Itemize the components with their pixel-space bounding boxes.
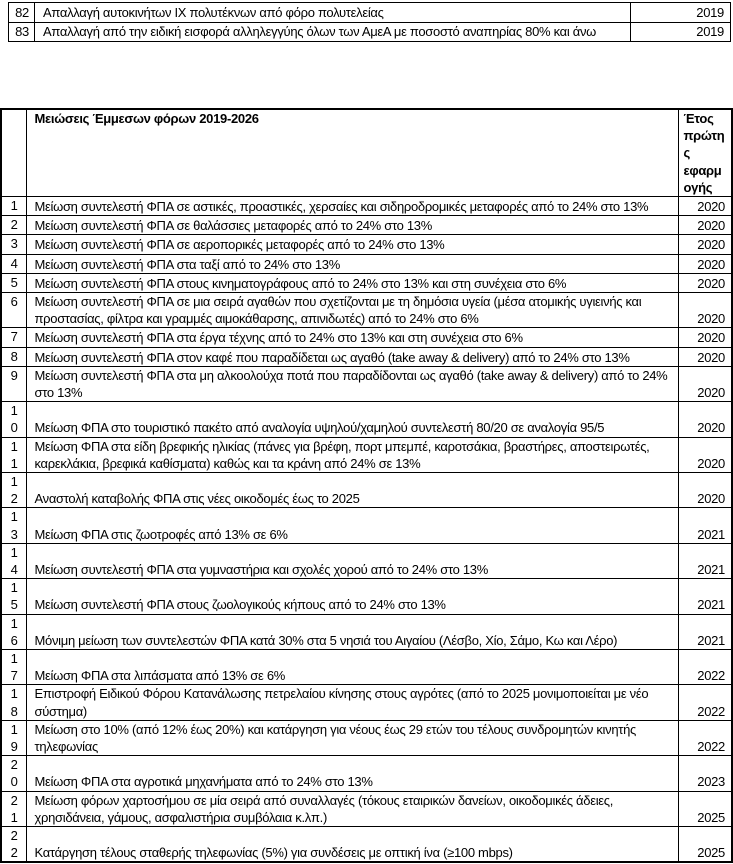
table-row: [1, 437, 732, 472]
row-description: Μείωση στο 10% (από 12% έως 20%) και κατάργηση για νέους έως 29 ετών του τέλους συνδρομητών κινητής τηλεφωνίας: [26, 720, 678, 755]
table-row: [1, 197, 732, 216]
row-year: 2020: [678, 254, 732, 273]
row-description: Μείωση συντελεστή ΦΠΑ στους κινηματογράφους από το 24% στο 13% και στη συνέχεια στο 6%: [26, 273, 678, 292]
row-year: 2022: [678, 685, 732, 720]
row-description: Μείωση συντελεστή ΦΠΑ σε μια σειρά αγαθών που σχετίζονται με τη δημόσια υγεία (μέσα ατομικής υγιεινής και προστασίας, φίλτρα και γραμμές αιμοκάθαρσης, απινιδωτές) από το 24% στο 6%: [26, 292, 678, 327]
row-year: 2020: [678, 402, 732, 437]
table-row: [1, 328, 732, 347]
row-description: Επιστροφή Ειδικού Φόρου Κατανάλωσης πετρελαίου κίνησης στους αγρότες (από το 2025 μονιμοποιείται με νέο σύστημα): [26, 685, 678, 720]
row-number: 1: [1, 197, 26, 216]
row-description: Μείωση συντελεστή ΦΠΑ στον καφέ που παραδίδεται ως αγαθό (take away & delivery) από το 24% στο 13%: [26, 347, 678, 366]
row-year: 2020: [678, 472, 732, 507]
table-row: [1, 543, 732, 578]
row-year: 2021: [678, 614, 732, 649]
row-number: 10: [1, 402, 26, 437]
row-number: 5: [1, 273, 26, 292]
row-year: 2020: [678, 197, 732, 216]
row-number: 17: [1, 649, 26, 684]
row-description: Μείωση ΦΠΑ στο τουριστικό πακέτο από αναλογία υψηλού/χαμηλού συντελεστή 80/20 σε αναλογία 95/5: [26, 402, 678, 437]
row-description: Μείωση ΦΠΑ στα λιπάσματα από 13% σε 6%: [26, 649, 678, 684]
row-year: 2020: [678, 366, 732, 401]
row-number: 16: [1, 614, 26, 649]
row-description: Μείωση ΦΠΑ στα αγροτικά μηχανήματα από το 24% στο 13%: [26, 756, 678, 791]
row-year: 2020: [678, 216, 732, 235]
row-description: Κατάργηση τέλους σταθερής τηλεφωνίας (5%) για συνδέσεις με οπτική ίνα (≥100 mbps): [26, 827, 678, 863]
row-year: 2020: [678, 437, 732, 472]
year-column-header: Έτος πρώτης εφαρμογής: [678, 109, 732, 197]
table-row: [1, 366, 732, 401]
row-description: Μείωση συντελεστή ΦΠΑ σε αεροπορικές μεταφορές από το 24% στο 13%: [26, 235, 678, 254]
row-year: 2020: [678, 235, 732, 254]
row-year: 2022: [678, 720, 732, 755]
table-row: [9, 22, 731, 42]
row-description: Μείωση συντελεστή ΦΠΑ στα έργα τέχνης από το 24% στο 13% και στη συνέχεια στο 6%: [26, 328, 678, 347]
table-row: [1, 508, 732, 543]
table-header-row: [1, 109, 732, 197]
row-year: 2019: [631, 3, 731, 23]
table-title: Μειώσεις Έμμεσων φόρων 2019-2026: [26, 109, 678, 197]
row-number: 18: [1, 685, 26, 720]
row-number: 4: [1, 254, 26, 273]
row-year: 2022: [678, 649, 732, 684]
row-description: Μόνιμη μείωση των συντελεστών ΦΠΑ κατά 30% στα 5 νησιά του Αιγαίου (Λέσβο, Χίο, Σάμο, Κω και Λέρο): [26, 614, 678, 649]
row-number: 13: [1, 508, 26, 543]
row-description: Απαλλαγή από την ειδική εισφορά αλληλεγγύης όλων των ΑμεΑ με ποσοστό αναπηρίας 80% και άνω: [35, 22, 631, 42]
row-number: 8: [1, 347, 26, 366]
row-year: 2020: [678, 292, 732, 327]
indirect-tax-reductions-table: [0, 108, 733, 863]
table-row: [1, 614, 732, 649]
row-number: 6: [1, 292, 26, 327]
row-number: 15: [1, 579, 26, 614]
previous-measures-table-fragment: [8, 2, 731, 42]
row-number: 82: [9, 3, 35, 23]
table-row: [1, 649, 732, 684]
row-description: Μείωση συντελεστή ΦΠΑ στα γυμναστήρια και σχολές χορού από το 24% στο 13%: [26, 543, 678, 578]
row-description: Μείωση ΦΠΑ στα είδη βρεφικής ηλικίας (πάνες για βρέφη, πορτ μπεμπέ, καροτσάκια, βραστήρες, αποστειρωτές, καρεκλάκια, βρεφικά καθίσματα) καθώς και τα κράνη από 24% σε 13%: [26, 437, 678, 472]
row-year: 2019: [631, 22, 731, 42]
row-number: 20: [1, 756, 26, 791]
row-description: Μείωση συντελεστή ΦΠΑ στα μη αλκοολούχα ποτά που παραδίδονται ως αγαθό (take away & delivery) από το 24% στο 13%: [26, 366, 678, 401]
table-row: [1, 402, 732, 437]
row-year: 2020: [678, 273, 732, 292]
row-year: 2021: [678, 508, 732, 543]
row-description: Μείωση ΦΠΑ στις ζωοτροφές από 13% σε 6%: [26, 508, 678, 543]
row-number: 7: [1, 328, 26, 347]
row-number: 3: [1, 235, 26, 254]
row-number: 2: [1, 216, 26, 235]
row-number: 12: [1, 472, 26, 507]
row-description: Μείωση φόρων χαρτοσήμου σε μία σειρά από συναλλαγές (τόκους εταιρικών δανείων, οικοδομικές άδειες, χρησιδάνεια, γάμους, ασφαλιστήρια συμβόλαια κ.λπ.): [26, 791, 678, 826]
row-description: Μείωση συντελεστή ΦΠΑ σε αστικές, προαστικές, χερσαίες και σιδηροδρομικές μεταφορές από το 24% στο 13%: [26, 197, 678, 216]
row-year: 2020: [678, 347, 732, 366]
row-description: Μείωση συντελεστή ΦΠΑ σε θαλάσσιες μεταφορές από το 24% στο 13%: [26, 216, 678, 235]
table-row: [1, 791, 732, 826]
row-number: 9: [1, 366, 26, 401]
row-description: Απαλλαγή αυτοκινήτων ΙΧ πολυτέκνων από φόρο πολυτελείας: [35, 3, 631, 23]
row-year: 2021: [678, 579, 732, 614]
row-year: 2020: [678, 328, 732, 347]
table-row: [1, 347, 732, 366]
row-description: Μείωση συντελεστή ΦΠΑ στα ταξί από το 24% στο 13%: [26, 254, 678, 273]
row-description: Μείωση συντελεστή ΦΠΑ στους ζωολογικούς κήπους από το 24% στο 13%: [26, 579, 678, 614]
header-number-cell: [1, 109, 26, 197]
row-number: 14: [1, 543, 26, 578]
row-year: 2023: [678, 756, 732, 791]
table-row: [1, 273, 732, 292]
table-row: [1, 685, 732, 720]
table-row: [1, 254, 732, 273]
table-row: [1, 579, 732, 614]
row-year: 2025: [678, 791, 732, 826]
row-year: 2021: [678, 543, 732, 578]
table-row: [1, 827, 732, 863]
row-description: Αναστολή καταβολής ΦΠΑ στις νέες οικοδομές έως το 2025: [26, 472, 678, 507]
row-number: 21: [1, 791, 26, 826]
table-row: [9, 3, 731, 23]
row-number: 83: [9, 22, 35, 42]
table-row: [1, 235, 732, 254]
row-number: 11: [1, 437, 26, 472]
row-year: 2025: [678, 827, 732, 863]
row-number: 22: [1, 827, 26, 863]
table-row: [1, 720, 732, 755]
row-number: 19: [1, 720, 26, 755]
table-row: [1, 292, 732, 327]
table-row: [1, 472, 732, 507]
table-row: [1, 216, 732, 235]
table-row: [1, 756, 732, 791]
